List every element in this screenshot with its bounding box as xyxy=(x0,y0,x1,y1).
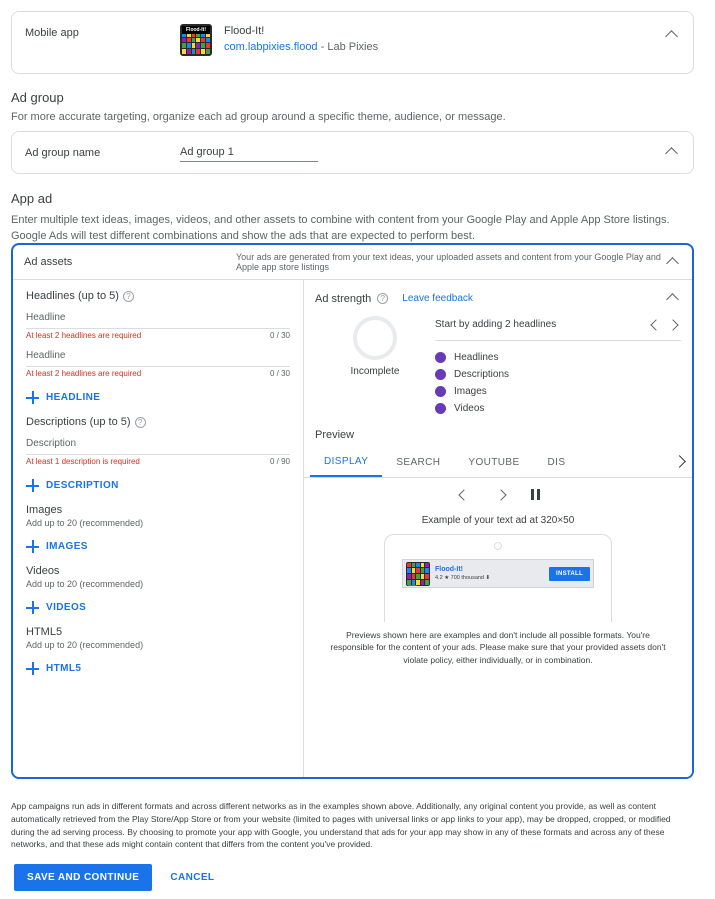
checklist-label: Headlines xyxy=(454,352,499,363)
description-field-1-error: At least 1 description is required xyxy=(26,457,140,466)
add-images-button[interactable] xyxy=(26,530,290,565)
checklist-label: Images xyxy=(454,386,487,397)
add-videos-label: VIDEOS xyxy=(46,602,87,613)
ad-assets-title: Ad assets xyxy=(24,256,73,268)
descriptions-group-title: Descriptions (up to 5) ? xyxy=(26,416,290,428)
headline-field-1-error: At least 2 headlines are required xyxy=(26,331,142,340)
headline-field-1[interactable] xyxy=(26,309,290,347)
app-name: Flood-It! xyxy=(224,25,265,37)
html5-group-title: HTML5 xyxy=(26,626,63,638)
ad-strength-gauge xyxy=(353,316,397,360)
description-field-1-label: Description xyxy=(26,435,290,455)
plus-icon xyxy=(26,601,39,614)
chevron-up-icon xyxy=(664,26,680,42)
headline-field-1-count: 0 / 30 xyxy=(269,331,290,340)
tip-prev-button[interactable] xyxy=(647,316,664,333)
headline-field-2-count: 0 / 30 xyxy=(269,369,290,378)
checklist-item-videos xyxy=(435,400,681,417)
display-ad-banner xyxy=(402,559,594,588)
add-videos-button[interactable] xyxy=(26,591,290,626)
tab-youtube[interactable]: YOUTUBE xyxy=(468,457,520,468)
headline-field-2-error: At least 2 headlines are required xyxy=(26,369,142,378)
ad-strength-tip-row xyxy=(435,316,681,341)
star-icon: ★ xyxy=(444,575,450,581)
banner-app-icon xyxy=(406,562,430,586)
app-icon-title: Flood-It! xyxy=(182,26,210,34)
ad-assets-collapse-button[interactable] xyxy=(665,253,681,272)
ad-group-title: Ad group xyxy=(11,90,64,105)
ad-group-name-card xyxy=(11,131,694,174)
videos-group-subtitle: Add up to 20 (recommended) xyxy=(26,579,144,589)
app-ad-subtitle: Enter multiple text ideas, images, videos, and other assets to combine with content from your Google Play and Apple App Store listings. Google Ads will test different combinations and show the ads that are expected to perform best. xyxy=(11,214,670,242)
mobile-app-collapse-button[interactable] xyxy=(664,24,680,45)
ad-group-section-heading xyxy=(11,90,694,123)
preview-disclaimer: Previews shown here are examples and don't include all possible formats. You're responsible for the content of your ads. Please make sure that your provided assets don't violate policy, either individually, or in combination. xyxy=(304,622,692,777)
plus-icon xyxy=(26,540,39,553)
ad-strength-tips xyxy=(435,314,681,417)
help-icon[interactable]: ? xyxy=(377,293,388,304)
preview-title: Preview xyxy=(315,429,355,441)
tab-display[interactable]: DISPLAY xyxy=(310,447,382,477)
headline-field-2-label: Headline xyxy=(26,347,290,367)
tip-next-button[interactable] xyxy=(664,316,681,333)
preview-phone-frame xyxy=(384,534,612,630)
preview-next-button[interactable] xyxy=(492,486,509,503)
preview-controls xyxy=(304,478,692,507)
ad-assets-card xyxy=(11,243,694,779)
ad-strength-value: Incomplete xyxy=(350,366,400,377)
ad-strength-body xyxy=(304,308,692,417)
help-icon[interactable]: ? xyxy=(135,417,146,428)
tab-search[interactable]: SEARCH xyxy=(396,457,441,468)
images-group-title: Images xyxy=(26,504,63,516)
app-ad-section-heading xyxy=(11,191,694,245)
ad-strength-checklist xyxy=(435,341,681,417)
chevron-up-icon xyxy=(665,253,681,269)
add-headline-label: HEADLINE xyxy=(46,392,101,403)
ad-assets-header xyxy=(13,245,692,280)
banner-app-name: Flood-It! xyxy=(435,566,463,573)
images-group-subtitle: Add up to 20 (recommended) xyxy=(26,518,144,528)
checklist-item-headlines xyxy=(435,349,681,366)
chevron-up-icon xyxy=(665,289,681,305)
ad-group-name-label: Ad group name xyxy=(25,146,101,159)
save-and-continue-button[interactable]: SAVE AND CONTINUE xyxy=(14,864,152,891)
app-icon xyxy=(180,24,212,56)
html5-group-subtitle: Add up to 20 (recommended) xyxy=(26,640,144,650)
leave-feedback-link[interactable]: Leave feedback xyxy=(402,293,473,304)
ad-strength-gauge-column xyxy=(315,314,435,417)
description-field-1-count: 0 / 90 xyxy=(269,457,290,466)
chevron-up-icon xyxy=(664,143,680,159)
videos-group-title: Videos xyxy=(26,565,60,577)
app-meta xyxy=(224,24,378,53)
status-dot-icon xyxy=(435,386,446,397)
description-field-1[interactable] xyxy=(26,435,290,473)
mobile-app-card xyxy=(11,11,694,74)
banner-install-button[interactable]: INSTALL xyxy=(549,567,590,581)
plus-icon xyxy=(26,391,39,404)
app-developer: - Lab Pixies xyxy=(320,41,379,53)
ad-assets-body xyxy=(13,280,692,777)
plus-icon xyxy=(26,662,39,675)
status-dot-icon xyxy=(435,369,446,380)
app-package-link[interactable]: com.labpixies.flood xyxy=(224,41,318,53)
form-actions xyxy=(14,864,218,891)
help-icon[interactable]: ? xyxy=(123,291,134,302)
ad-group-subtitle: For more accurate targeting, organize each ad group around a specific theme, audience, or message. xyxy=(11,111,506,123)
pause-icon[interactable] xyxy=(529,488,542,501)
add-headline-button[interactable] xyxy=(26,385,290,416)
tab-discover[interactable]: DIS xyxy=(547,457,566,468)
mobile-app-label: Mobile app xyxy=(25,27,79,39)
add-description-label: DESCRIPTION xyxy=(46,480,119,491)
headline-field-1-status xyxy=(26,329,290,347)
ad-strength-title: Ad strength xyxy=(315,292,372,305)
add-description-button[interactable] xyxy=(26,473,290,504)
banner-rating: 4.2 xyxy=(435,575,443,581)
tabs-scroll-right-button[interactable] xyxy=(670,452,688,470)
description-field-1-status xyxy=(26,455,290,473)
headline-field-2-status xyxy=(26,367,290,385)
status-dot-icon xyxy=(435,352,446,363)
banner-downloads: 700 thousand xyxy=(450,575,484,581)
preview-tabs xyxy=(304,447,692,478)
ad-assets-note: Your ads are generated from your text ideas, your uploaded assets and content from your Google Play and Apple app store listings xyxy=(236,252,661,272)
banner-app-meta xyxy=(435,575,549,581)
checklist-label: Descriptions xyxy=(454,369,510,380)
play-store-badge-icon xyxy=(408,585,417,586)
app-package-line xyxy=(224,41,378,53)
headlines-group-title: Headlines (up to 5) ? xyxy=(26,290,290,302)
add-html5-label: HTML5 xyxy=(46,663,82,674)
ad-strength-header xyxy=(304,280,692,308)
ad-strength-tip: Start by adding 2 headlines xyxy=(435,319,557,330)
ad-assets-left-column xyxy=(13,280,304,777)
ad-group-collapse-button[interactable] xyxy=(664,143,680,162)
status-dot-icon xyxy=(435,403,446,414)
download-icon: ⬇ xyxy=(485,575,491,581)
ad-assets-right-column xyxy=(304,280,692,777)
legal-disclaimer-text: App campaigns run ads in different formats and across different networks as in the examples shown above. Additionally, any original content you provide, as well as content automatically retrieved from the Play Store/App Store or from your website (limited to pages with universal links or app links to your app), may be dropped, cropped, or modified during the ad serving process. By choosing to promote your app with Google, you understand that ads for your app may show in any of these formats and across any of these networks, and that these ads might contain content that differs from the content you've provided. xyxy=(11,801,671,850)
add-images-label: IMAGES xyxy=(46,541,88,552)
add-html5-button[interactable] xyxy=(26,652,290,687)
checklist-item-images xyxy=(435,383,681,400)
headline-field-1-label: Headline xyxy=(26,309,290,329)
phone-camera-icon xyxy=(494,542,502,550)
checklist-label: Videos xyxy=(454,403,485,414)
cancel-button[interactable]: CANCEL xyxy=(166,864,218,891)
plus-icon xyxy=(26,479,39,492)
preview-example-caption: Example of your text ad at 320×50 xyxy=(421,515,575,526)
banner-text xyxy=(430,566,549,581)
ad-strength-collapse-button[interactable] xyxy=(665,289,681,308)
ad-group-name-input[interactable] xyxy=(180,144,318,162)
preview-prev-button[interactable] xyxy=(455,486,472,503)
checklist-item-descriptions xyxy=(435,366,681,383)
app-ad-title: App ad xyxy=(11,191,53,206)
headline-field-2[interactable] xyxy=(26,347,290,385)
